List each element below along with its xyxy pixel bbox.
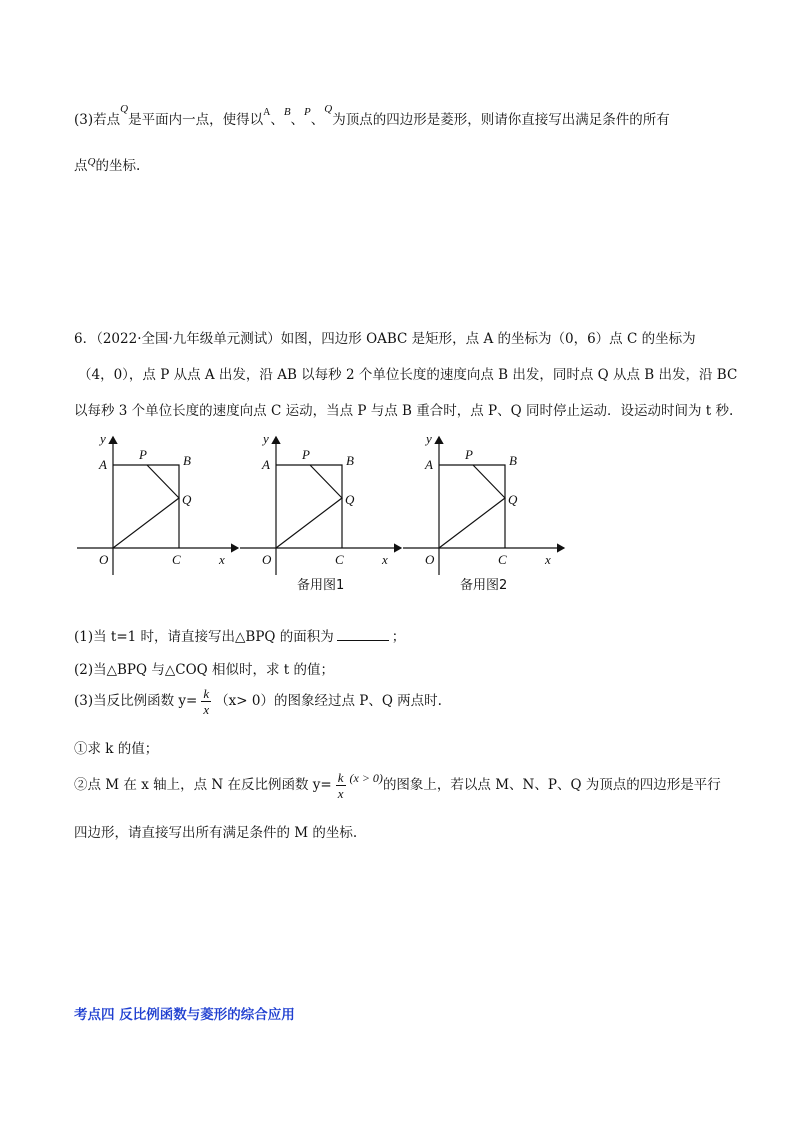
segments-pq-oq <box>276 465 342 548</box>
rectangle-sides <box>439 465 505 548</box>
fraction-k-over-x <box>201 686 211 717</box>
q5-text-c: 为顶点的四边形是菱形，则请你直接写出满足条件的所有 <box>332 112 670 128</box>
q5-text-a: (3)若点 <box>74 112 121 128</box>
label-p: P <box>302 447 310 462</box>
label-c: C <box>498 552 507 567</box>
pt-q: Q <box>324 103 333 115</box>
pt-p: P <box>304 106 311 118</box>
figure-backup-1 <box>240 431 401 593</box>
denominator: x <box>203 702 210 717</box>
label-a: A <box>99 457 107 472</box>
rectangle-sides <box>276 465 342 548</box>
sep: 、 <box>290 112 305 128</box>
label-o: O <box>99 552 109 567</box>
pt-a: A <box>263 107 271 118</box>
sub2-text-b: 的图象上，若以点 M、N、P、Q 为顶点的四边形是平行 <box>382 777 721 793</box>
q6-line2: （4，0），点 P 从点 A 出发，沿 AB 以每秒 2 个单位长度的速度向点 B 出发，同时点 Q 从点 B 出发，沿 BC <box>78 367 738 383</box>
q6-sub1: ①求 k 的值； <box>74 741 159 757</box>
rectangle-sides <box>113 465 179 548</box>
q6-line3: 以每秒 3 个单位长度的速度向点 C 运动，当点 P 与点 B 重合时，点 P、Q 同时停止运动．设运动时间为 t 秒. <box>74 403 734 419</box>
segments-pq-oq <box>113 465 179 548</box>
var-q: Q <box>120 103 129 115</box>
part1-text: (1)当 t=1 时，请直接写出△BPQ 的面积为 <box>74 629 334 645</box>
label-q: Q <box>508 492 518 507</box>
label-c: C <box>335 552 344 567</box>
numerator: k <box>337 770 344 785</box>
label-y: y <box>100 431 106 446</box>
label-a: A <box>262 457 270 472</box>
part3-text-b: （x> 0）的图象经过点 P、Q 两点时. <box>215 693 442 709</box>
label-o: O <box>262 552 272 567</box>
q5-part3-line2 <box>74 154 140 174</box>
denominator: x <box>337 786 344 801</box>
label-b: B <box>509 453 517 468</box>
sub2-text-a: ②点 M 在 x 轴上，点 N 在反比例函数 y= <box>74 777 332 793</box>
label-p: P <box>465 447 473 462</box>
label-x: x <box>545 552 551 567</box>
label-p: P <box>139 447 147 462</box>
label-y: y <box>263 431 269 446</box>
label-y: y <box>426 431 432 446</box>
q6-part3 <box>74 686 442 717</box>
figure-backup-2 <box>403 431 564 593</box>
q6-sub2 <box>74 770 721 801</box>
pt-b: B <box>283 106 291 118</box>
section-heading: 考点四 反比例函数与菱形的综合应用 <box>74 1007 295 1023</box>
caption-backup-2: 备用图2 <box>460 578 508 593</box>
answer-blank[interactable] <box>337 628 389 641</box>
label-q: Q <box>182 492 192 507</box>
q6-part2: (2)当△BPQ 与△COQ 相似时，求 t 的值； <box>74 662 335 678</box>
q5-part3-line1 <box>74 103 670 128</box>
var-q: Q <box>87 156 96 168</box>
label-o: O <box>425 552 435 567</box>
part3-text-a: (3)当反比例函数 y= <box>74 693 198 709</box>
segments-pq-oq <box>439 465 505 548</box>
label-b: B <box>183 453 191 468</box>
label-a: A <box>425 457 433 472</box>
caption-backup-1: 备用图1 <box>297 578 345 593</box>
numerator: k <box>203 686 210 701</box>
label-x: x <box>219 552 225 567</box>
domain-condition: (x > 0) <box>349 771 383 785</box>
label-x: x <box>382 552 388 567</box>
q5-text-e: 的坐标. <box>95 158 141 174</box>
q5-text-b: 是平面内一点，使得以 <box>128 112 264 128</box>
part1-end: ； <box>391 629 406 645</box>
q6-figures <box>0 430 800 600</box>
q6-part1 <box>74 625 405 645</box>
label-c: C <box>172 552 181 567</box>
label-b: B <box>346 453 354 468</box>
q5-text-d: 点 <box>74 158 88 174</box>
sep: 、 <box>310 112 325 128</box>
q6-sub2-line2: 四边形，请直接写出所有满足条件的 M 的坐标. <box>74 825 358 841</box>
figure-main <box>77 431 238 575</box>
fraction-k-over-x <box>336 770 346 801</box>
sep: 、 <box>270 112 284 128</box>
label-q: Q <box>345 492 355 507</box>
q6-line1: 6．（2022·全国·九年级单元测试）如图，四边形 OABC 是矩形，点 A 的坐标为（0，6）点 C 的坐标为 <box>74 331 696 347</box>
